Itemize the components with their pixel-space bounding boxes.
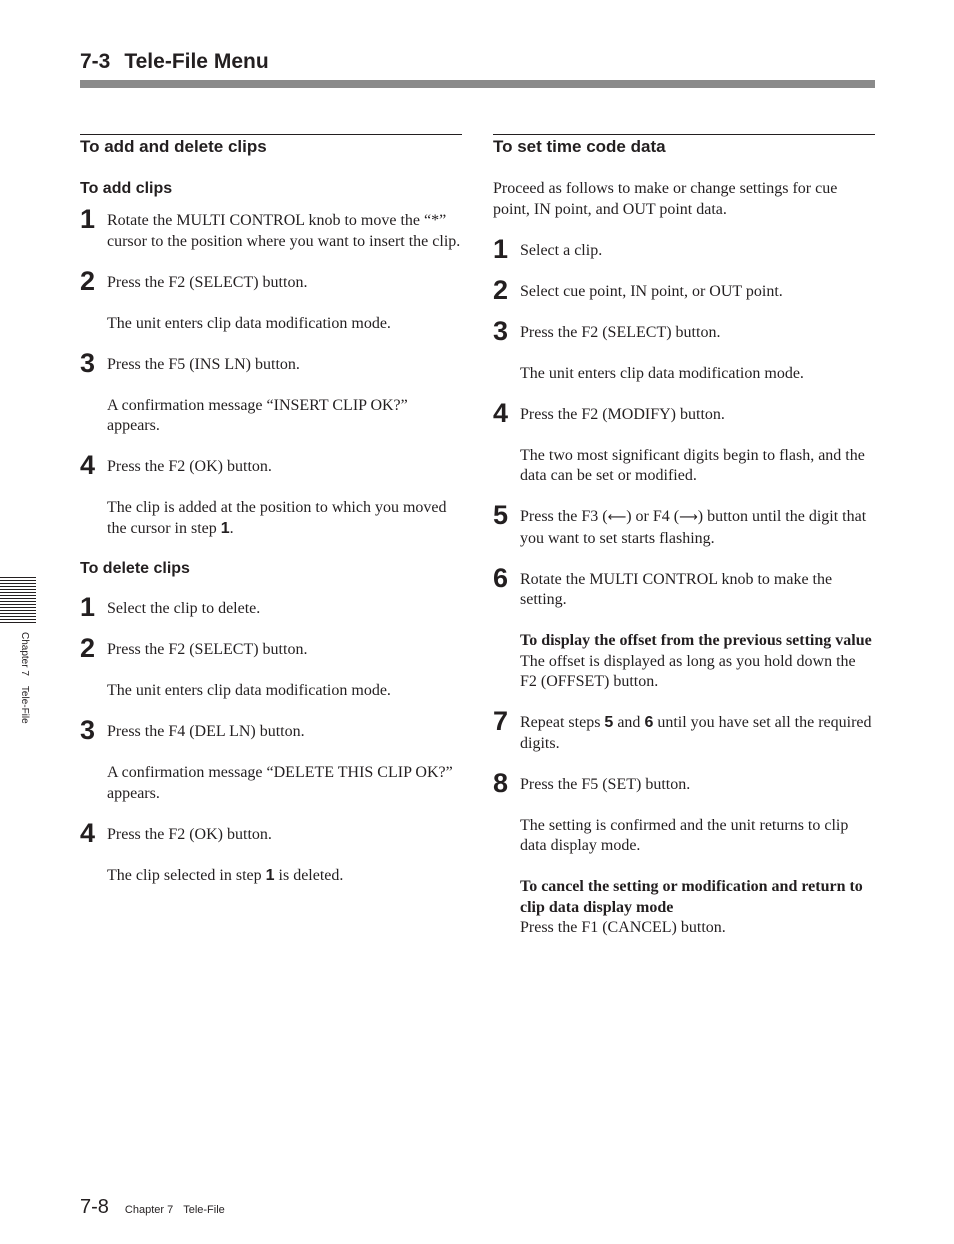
page-footer: [80, 1196, 225, 1219]
side-chapter-name: Tele-File: [19, 685, 30, 724]
intro-paragraph: Proceed as follows to make or change settings for cue point, IN point, and OUT point data.: [493, 180, 838, 218]
text-part: ) button until the digit that you want to set starts flashing.: [520, 508, 867, 547]
note-heading: To display the offset from the previous setting value: [520, 632, 872, 649]
step-reference: 5: [604, 714, 614, 731]
step-text: Press the F4 (DEL LN) button.: [107, 723, 305, 740]
step-text: [520, 508, 866, 547]
add-step-3: [80, 347, 462, 378]
delete-step-4: [80, 817, 462, 848]
step-text: Select the clip to delete.: [107, 600, 261, 617]
delete-step-1: [80, 592, 462, 622]
step-text: Press the F2 (OK) button.: [107, 458, 272, 475]
page-header-title: [80, 50, 269, 74]
delete-step-3: [80, 715, 462, 745]
add-step-1: [80, 204, 462, 252]
subheading-add-clips: To add clips: [80, 180, 173, 197]
left-column: [80, 134, 462, 886]
step-number: 1: [80, 592, 96, 622]
arrow-right-icon: ⟶: [679, 510, 698, 525]
step-number: 8: [493, 767, 509, 798]
add-step-2: [80, 265, 462, 296]
step-text: Press the F2 (SELECT) button.: [107, 273, 308, 291]
step-number: 3: [80, 347, 96, 378]
step-reference: 6: [644, 714, 654, 731]
step-text: Press the F2 (MODIFY) button.: [520, 405, 725, 423]
tc-step-3: [493, 315, 875, 346]
text-part: Repeat steps: [520, 714, 605, 731]
step-text: Rotate the MULTI CONTROL knob to move the “*” cursor to the position where you want to insert the clip.: [107, 212, 461, 250]
section-rule: [80, 134, 462, 135]
step-text: Select cue point, IN point, or OUT point.: [520, 282, 783, 300]
tc-step-1: [493, 233, 875, 264]
step-number: 1: [80, 204, 96, 234]
footer-chapter-number: Chapter 7: [124, 1204, 174, 1216]
step-number: 1: [493, 233, 509, 264]
subheading-delete-clips: To delete clips: [80, 560, 190, 577]
step-number: 7: [493, 706, 509, 736]
step-note: The unit enters clip data modification mode.: [107, 682, 391, 699]
note-body: Press the F1 (CANCEL) button.: [520, 919, 726, 936]
step-reference: 1: [220, 519, 230, 537]
footer-chapter-name: Tele-File: [183, 1204, 225, 1216]
section-heading-add-delete: To add and delete clips: [80, 137, 267, 156]
side-chapter-label: [19, 632, 30, 724]
text-part: ) or F4 (: [626, 508, 680, 525]
step-text: Press the F2 (OK) button.: [107, 825, 272, 843]
step-number: 6: [493, 562, 509, 593]
note-text: The clip is added at the position to which you moved the cursor in step: [107, 499, 447, 537]
step-note: The setting is confirmed and the unit returns to clip data display mode.: [520, 816, 849, 854]
section-heading-time-code: To set time code data: [493, 137, 666, 156]
tc-step-7: [493, 706, 875, 754]
step-text: Select a clip.: [520, 241, 603, 259]
footer-chapter: [125, 1204, 225, 1216]
text-part: Press the F3 (: [520, 508, 608, 525]
step-reference: 1: [265, 866, 275, 884]
step-note: [493, 631, 875, 693]
step-text: Press the F2 (SELECT) button.: [520, 323, 721, 341]
add-step-4: [80, 450, 462, 480]
step-number: 3: [493, 315, 509, 346]
tc-step-2: [493, 274, 875, 305]
note-text: The clip selected in step: [107, 866, 266, 884]
right-column: [493, 134, 875, 939]
step-number: 2: [493, 274, 509, 305]
note-body: The offset is displayed as long as you hold down the F2 (OFFSET) button.: [520, 652, 856, 690]
page-number: 7-8: [80, 1196, 109, 1218]
step-note: A confirmation message “INSERT CLIP OK?” appears.: [107, 396, 408, 434]
step-number: 2: [80, 633, 96, 663]
tc-step-6: [493, 562, 875, 611]
step-note: A confirmation message “DELETE THIS CLIP OK?” appears.: [107, 764, 453, 802]
step-text: Press the F2 (SELECT) button.: [107, 641, 308, 658]
step-text: Press the F5 (INS LN) button.: [107, 355, 300, 373]
step-text: Rotate the MULTI CONTROL knob to make the setting.: [520, 570, 833, 608]
note-heading: To cancel the setting or modification and return to clip data display mode: [520, 878, 863, 916]
step-number: 4: [80, 817, 96, 848]
step-number: 5: [493, 500, 509, 530]
note-text: .: [229, 519, 234, 537]
section-number: 7-3: [80, 50, 111, 73]
arrow-left-icon: ⟵: [607, 510, 627, 525]
step-note: [80, 866, 462, 887]
step-number: 4: [493, 397, 509, 428]
tc-step-4: [493, 397, 875, 428]
step-number: 4: [80, 450, 96, 480]
section-title: Tele-File Menu: [124, 50, 269, 73]
text-part: until you have set all the required digits.: [520, 714, 872, 752]
step-text: Press the F5 (SET) button.: [520, 775, 691, 793]
header-rule: [80, 80, 875, 88]
chapter-tab-marker: [0, 577, 36, 623]
note-text: is deleted.: [274, 866, 344, 884]
step-note: The unit enters clip data modification mode.: [107, 314, 391, 332]
tc-step-5: [493, 500, 875, 549]
step-text: [520, 714, 872, 752]
step-note: The unit enters clip data modification mode.: [520, 364, 804, 382]
step-number: 2: [80, 265, 96, 296]
step-number: 3: [80, 715, 96, 745]
tc-step-8: [493, 767, 875, 798]
side-chapter-number: Chapter 7: [19, 632, 30, 676]
text-part: and: [613, 714, 645, 731]
step-note: [80, 498, 462, 539]
delete-step-2: [80, 633, 462, 663]
section-rule: [493, 134, 875, 135]
step-note: [493, 877, 875, 939]
step-note: The two most significant digits begin to flash, and the data can be set or modified.: [520, 446, 865, 484]
